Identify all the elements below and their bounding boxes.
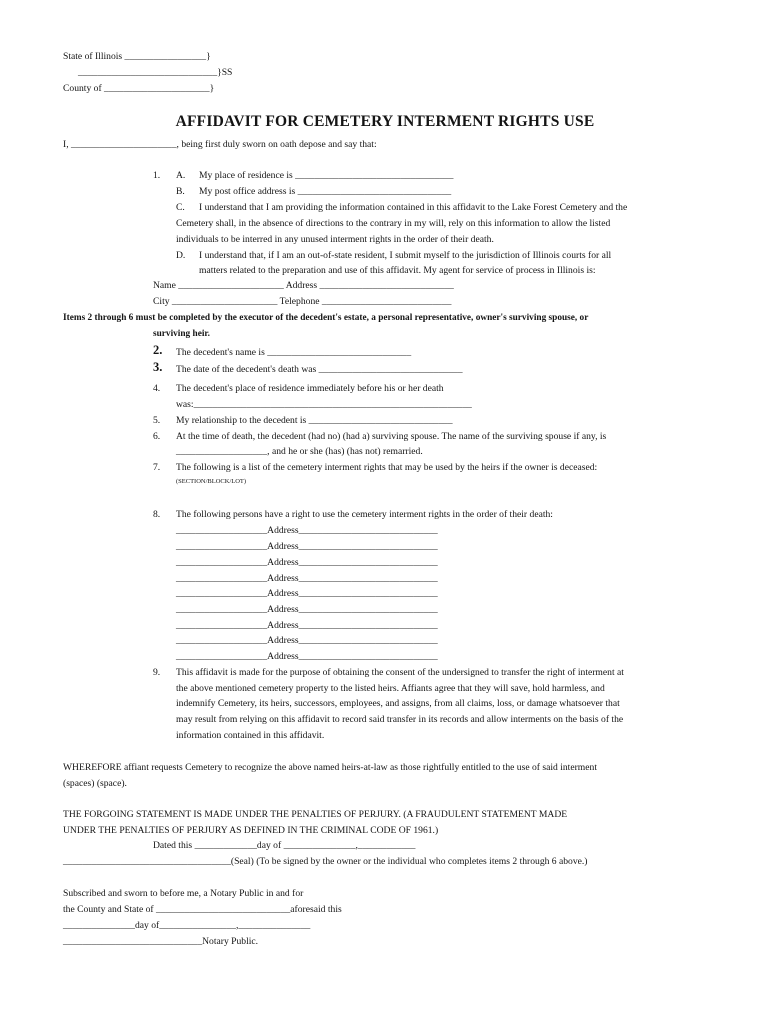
item8-line: The following persons have a right to use the cemetery interment rights in the order of their death: <box>176 509 553 520</box>
executor-note-line1: Items 2 through 6 must be completed by the executor of the decedent's estate, a personal representative, owner's surviving spouse, or <box>63 313 589 323</box>
intro-line: I, ______________________, being first duly sworn on oath depose and say that: <box>63 139 377 150</box>
ss-line: _____________________________}SS <box>78 67 233 78</box>
item7-number: 7. <box>153 462 161 473</box>
item8-number: 8. <box>153 509 161 520</box>
decedent-name-line: The decedent's name is ______________________________ <box>176 347 412 358</box>
item3-number: 3. <box>153 360 163 374</box>
item9-line5: information contained in this affidavit. <box>176 730 325 741</box>
agent-name-line: Name ______________________ Address ____________________________ <box>153 280 454 291</box>
heir-row: ___________________Address_____________________________ <box>176 620 438 631</box>
heir-row: ___________________Address_____________________________ <box>176 588 438 599</box>
perjury-line2: UNDER THE PENALTIES OF PERJURY AS DEFINED IN THE CRIMINAL CODE OF 1961.) <box>63 825 439 836</box>
item2-number: 2. <box>153 343 163 357</box>
heir-row: ___________________Address_____________________________ <box>176 651 438 662</box>
item9-line2: the above mentioned cemetery property to the listed heirs. Affiants agree that they will save, hold harmless, and <box>176 683 605 694</box>
item6-line1: At the time of death, the decedent (had no) (had a) surviving spouse. The name of the surviving spouse if any, is <box>176 431 607 442</box>
dated-line: Dated this _____________day of _______________,____________ <box>153 840 416 851</box>
item1-number: 1. <box>153 170 161 181</box>
item5-number: 5. <box>153 415 161 426</box>
heir-row: ___________________Address_____________________________ <box>176 525 438 536</box>
heir-row: ___________________Address_____________________________ <box>176 541 438 552</box>
item1b-label: B. <box>176 186 185 197</box>
heir-row: ___________________Address_____________________________ <box>176 573 438 584</box>
item9-line1: This affidavit is made for the purpose of obtaining the consent of the undersigned to transfer the right of interment at <box>176 667 624 678</box>
item1c-label: C. <box>176 202 185 213</box>
heir-row: ___________________Address_____________________________ <box>176 557 438 568</box>
item1d-label: D. <box>176 250 186 261</box>
residence-line: My place of residence is _________________________________ <box>199 170 454 181</box>
wherefore-line2: (spaces) (space). <box>63 778 127 789</box>
notary-signature-line: _____________________________Notary Public. <box>63 936 259 947</box>
state-line: State of Illinois _________________} <box>63 51 211 62</box>
notary-line2: the County and State of ____________________________aforesaid this <box>63 904 342 915</box>
item6-line2: ___________________, and he or she (has) (has not) remarried. <box>176 446 423 457</box>
item9-line4: may result from relying on this affidavit to record said transfer in its records and allow interments on the basis of the <box>176 714 624 725</box>
page-title: AFFIDAVIT FOR CEMETERY INTERMENT RIGHTS USE <box>175 113 595 130</box>
item4-line2: was:__________________________________________________________ <box>176 399 472 410</box>
item1d-line1: I understand that, if I am an out-of-state resident, I submit myself to the jurisdiction of Illinois courts for all <box>199 250 612 261</box>
item4-number: 4. <box>153 383 161 394</box>
notary-line3: _______________day of________________,_______________ <box>63 920 311 931</box>
item1c-line2: Cemetery shall, in the absence of directions to the contrary in my will, rely on this information to allow the listed <box>176 218 611 229</box>
heir-row: ___________________Address_____________________________ <box>176 604 438 615</box>
item6-number: 6. <box>153 431 161 442</box>
item1c-line1: I understand that I am providing the information contained in this affidavit to the Lake Forest Cemetery and the <box>199 202 628 213</box>
death-date-line: The date of the decedent's death was ______________________________ <box>176 364 463 375</box>
agent-city-line: City ______________________ Telephone ___________________________ <box>153 296 452 307</box>
heir-row: ___________________Address_____________________________ <box>176 635 438 646</box>
item7-line: The following is a list of the cemetery interment rights that may be used by the heirs if the owner is deceased: <box>176 462 598 473</box>
section-block-lot-label: (SECTION/BLOCK/LOT) <box>176 478 247 485</box>
county-line: County of ______________________} <box>63 83 215 94</box>
notary-line1: Subscribed and sworn to before me, a Notary Public in and for <box>63 888 304 899</box>
seal-line: ___________________________________(Seal) (To be signed by the owner or the individual who completes items 2 through 6 above.) <box>63 856 588 867</box>
item1c-line3: individuals to be interred in any unused interment rights in the order of their death. <box>176 234 494 245</box>
item9-number: 9. <box>153 667 161 678</box>
perjury-line1: THE FORGOING STATEMENT IS MADE UNDER THE PENALTIES OF PERJURY. (A FRAUDULENT STATEMENT MADE <box>63 809 568 820</box>
relationship-line: My relationship to the decedent is ______________________________ <box>176 415 453 426</box>
item4-line1: The decedent's place of residence immediately before his or her death <box>176 383 444 394</box>
post-office-line: My post office address is ________________________________ <box>199 186 452 197</box>
item1d-line2: matters related to the preparation and use of this affidavit. My agent for service of process in Illinois is: <box>199 265 596 276</box>
wherefore-line1: WHEREFORE affiant requests Cemetery to recognize the above named heirs-at-law as those rightfully entitled to the use of said interment <box>63 762 597 773</box>
executor-note-line2: surviving heir. <box>153 329 210 339</box>
item1a-label: A. <box>176 170 186 181</box>
item9-line3: indemnify Cemetery, its heirs, successors, employees, and assigns, from all claims, loss, or damage whatsoever that <box>176 698 620 709</box>
